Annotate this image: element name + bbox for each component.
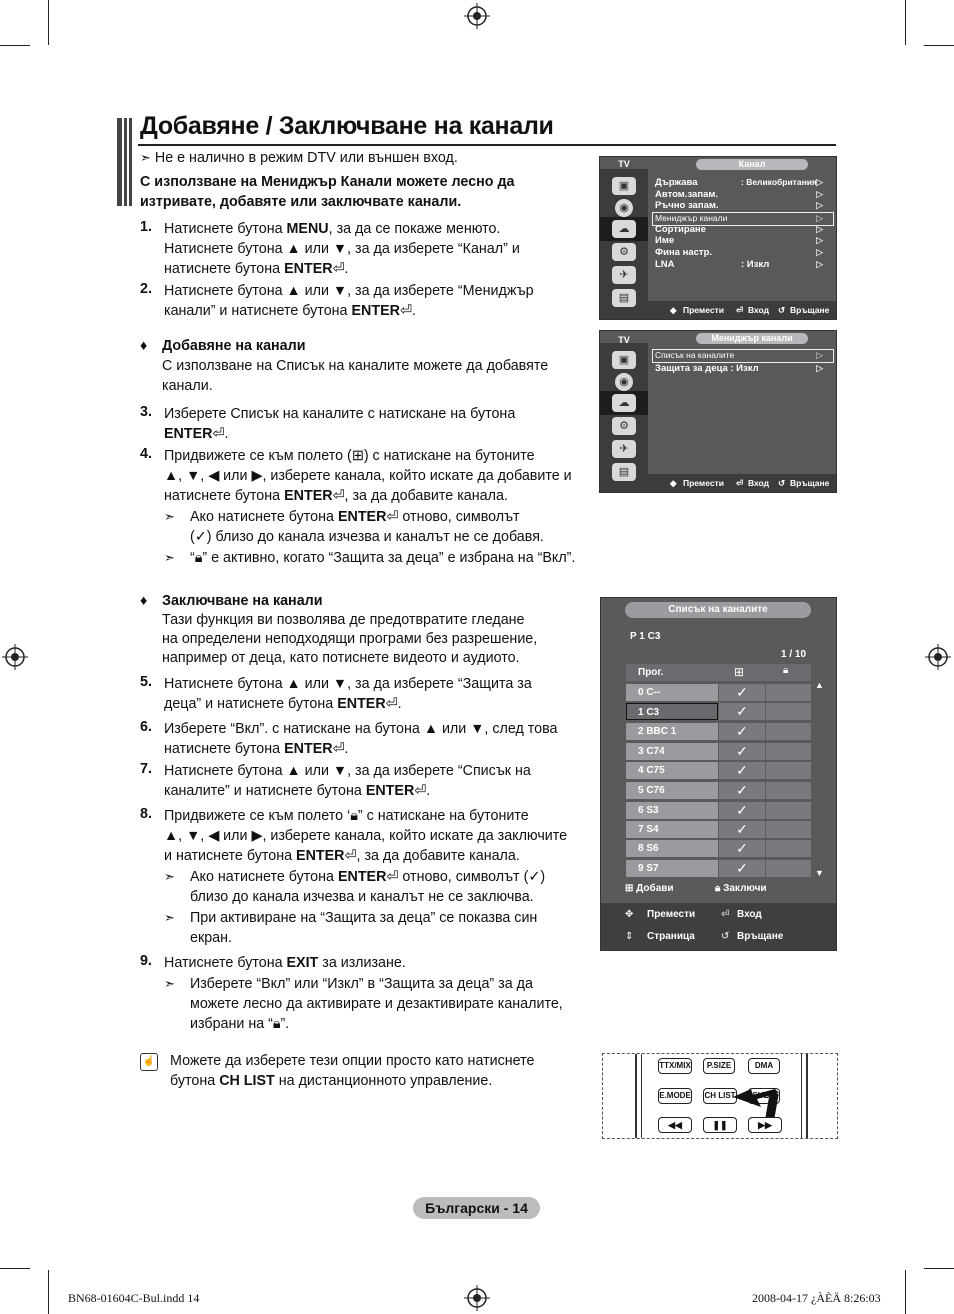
lock-icon: 🔒︎ <box>715 883 721 894</box>
lock-legend: 🔒︎ Заключи <box>715 883 767 894</box>
step-2: Натиснете бутона ▲ или ▼, за да изберете “Мениджър канали” и натиснете бутона ENTER⏎. <box>164 283 534 319</box>
enter-icon: ⏎ <box>332 488 345 504</box>
menu-row-manual-store[interactable]: Ръчно запам. ▷ <box>655 200 823 211</box>
enter-icon: ⏎ <box>721 909 730 920</box>
enter-icon: ⏎ <box>344 848 357 864</box>
return-icon: ↺ <box>721 931 730 942</box>
psize-button[interactable]: P.SIZE <box>703 1058 735 1074</box>
note-3-text: Ако натиснете бутона ENTER⏎ отново, символът (✓) близо до канала изчезва и каналът не се заключва. <box>190 869 546 905</box>
note-arrow-icon: ➣ <box>164 509 175 524</box>
move-icon: ◆ <box>670 305 677 315</box>
add-legend: ⊞ Добави <box>625 883 674 894</box>
lock-icon: 🔒︎ <box>194 550 203 566</box>
checkmark-icon: ✓ <box>719 860 765 877</box>
footer-timestamp: 2008-04-17 ¿ÀÈÄ 8:26:03 <box>752 1291 881 1305</box>
note-4 <box>164 908 175 928</box>
menu-row-lna[interactable]: LNA : Изкл ▷ <box>655 259 823 270</box>
tv-screen-channel-manager <box>599 330 837 493</box>
footer-file-info: BN68-01604C-Bul.indd 14 <box>68 1291 200 1305</box>
add-section: Добавяне на канали С използване на Списък на каналите можете да добавяте канали. <box>162 338 549 394</box>
crop-mark <box>924 45 954 46</box>
checkmark-icon: ✓ <box>719 723 765 740</box>
step-3: Изберете Списък на каналите с натискане на бутона ENTER⏎. <box>164 406 516 442</box>
screen-header: Канал <box>696 159 808 170</box>
enter-icon: ⏎ <box>212 426 225 442</box>
step-8: Придвижете се към полето ‘🔒︎” с натискане на бутоните ▲, ▼, ◀ или ▶, изберете канала, който искате да заключите и натиснете бутона ENTER⏎, за да добавите канала. <box>164 808 568 864</box>
screen-header: Списък на каналите <box>625 602 811 618</box>
sound-icon: ◉ <box>615 373 633 391</box>
list-header: Прог. ⊞ 🔒︎ <box>626 664 811 681</box>
emode-button[interactable]: E.MODE <box>658 1088 692 1104</box>
step-number: 5. <box>140 674 152 690</box>
add-box-icon: ⊞ <box>734 665 745 679</box>
crop-mark <box>0 1268 30 1269</box>
move-icon: ◆ <box>670 478 677 488</box>
note-2-text: “🔒︎” е активно, когато “Защита за деца” е избрана на “Вкл”. <box>190 550 576 566</box>
tv-label: TV <box>600 157 648 169</box>
table-row[interactable]: 1 C3 ✓ <box>626 703 811 721</box>
sound-icon: ◉ <box>615 199 633 217</box>
input-icon: ✈ <box>612 440 636 458</box>
step-4: Придвижете се към полето (⊞) с натискане на бутоните ▲, ▼, ◀ или ▶, изберете канала, който искате да добавите и натиснете бутона ENTER⏎, за да добавите канала. <box>164 448 572 504</box>
table-row[interactable]: 4 C75 ✓ <box>626 762 811 780</box>
checkmark-icon: ✓ <box>719 743 765 760</box>
table-row[interactable]: 9 S7 ✓ <box>626 860 811 878</box>
tv-sidebar <box>600 331 648 492</box>
checkmark-icon: ✓ <box>194 529 207 545</box>
crop-mark <box>48 1270 49 1314</box>
lock-icon: 🔒︎ <box>783 665 789 676</box>
enter-icon: ⏎ <box>399 303 412 319</box>
bullet-diamond-icon: ♦ <box>140 593 148 609</box>
note-arrow-icon: ➣ <box>164 869 175 884</box>
step-9: Натиснете бутона EXIT за излизане. <box>164 955 406 971</box>
note-arrow-icon: ➣ <box>164 910 175 925</box>
setup-icon: ⚙ <box>612 243 636 261</box>
current-channel: P 1 C3 <box>630 631 661 642</box>
pause-button[interactable]: ❚❚ <box>703 1117 737 1133</box>
lock-icon: 🔒︎ <box>272 1016 281 1032</box>
crop-mark <box>48 0 49 45</box>
page-indicator: 1 / 10 <box>781 649 807 660</box>
step-number: 9. <box>140 953 152 969</box>
intro-note: ➣ Не е налично в режим DTV или външен вход. <box>140 150 458 166</box>
menu-row-fine-tune[interactable]: Фина настр. ▷ <box>655 247 823 258</box>
screen-header: Мениджър канали <box>696 333 808 344</box>
hand-tip-icon: ☝ <box>140 1053 158 1071</box>
menu-row-country[interactable]: Държава : Великобритания ▷ <box>655 177 823 188</box>
table-row[interactable]: 2 BBC 1 ✓ <box>626 723 811 741</box>
menu-row-child-lock[interactable]: Защита за деца : Изкл ▷ <box>655 363 823 374</box>
menu-row-sort[interactable]: Сортиране ▷ <box>655 224 823 235</box>
enter-icon: ⏎ <box>386 869 399 885</box>
channel-icon: ☁ <box>612 220 636 238</box>
digital-icon: ▤ <box>612 463 636 481</box>
setup-icon: ⚙ <box>612 417 636 435</box>
add-box-icon: ⊞ <box>351 448 364 464</box>
remote-control-illustration <box>602 1053 838 1139</box>
tip-text: Можете да изберете тези опции просто като натиснете бутона CH LIST на дистанционното управление. <box>170 1053 535 1089</box>
note-1 <box>164 507 175 527</box>
rewind-button[interactable]: ◀◀ <box>658 1117 692 1133</box>
table-row[interactable]: 8 S6 ✓ <box>626 840 811 858</box>
table-row[interactable]: 3 C74 ✓ <box>626 743 811 761</box>
title-bar-decoration <box>117 118 133 206</box>
lead-text: С използване на Мениджър Канали можете лесно да изтривате, добавяте или заключвате канали. <box>140 174 515 210</box>
checkmark-icon: ✓ <box>719 821 765 838</box>
step-number: 8. <box>140 806 152 822</box>
crop-mark <box>924 1268 954 1269</box>
table-row[interactable]: 5 C76 ✓ <box>626 782 811 800</box>
scroll-down-icon[interactable]: ▼ <box>815 868 824 878</box>
note-3 <box>164 867 175 887</box>
menu-row-channel-list[interactable]: Списък на каналите ▷ <box>655 350 823 360</box>
step-number: 3. <box>140 404 152 420</box>
add-box-icon: ⊞ <box>625 883 634 894</box>
page-title: Добавяне / Заключване на канали <box>140 112 554 140</box>
checkmark-icon: ✓ <box>719 782 765 799</box>
return-icon: ↺ <box>778 478 786 488</box>
ttx-mix-button[interactable]: TTX/MIX <box>658 1058 692 1074</box>
note-arrow-icon: ➣ <box>140 150 151 165</box>
table-row[interactable]: 7 S4 ✓ <box>626 821 811 839</box>
note-4-text: При активиране на “Защита за деца” се показва син екран. <box>190 910 538 946</box>
enter-icon: ⏎ <box>386 509 399 525</box>
menu-row-channel-manager[interactable]: Мениджър канали ▷ <box>655 213 823 223</box>
screen-footer: ◆ Премести ⏎ Вход ↺ Връщане <box>648 301 836 319</box>
note-arrow-icon: ➣ <box>164 550 175 565</box>
step-7: Натиснете бутона ▲ или ▼, за да изберете “Списък на каналите” и натиснете бутона ENTER⏎. <box>164 763 531 799</box>
dma-button[interactable]: DMA <box>748 1058 780 1074</box>
enter-icon: ⏎ <box>414 783 427 799</box>
registration-mark-icon <box>464 1285 490 1311</box>
note-5 <box>164 974 175 994</box>
checkmark-icon: ✓ <box>719 762 765 779</box>
input-icon: ✈ <box>612 266 636 284</box>
picture-icon: ▣ <box>612 177 636 195</box>
table-row[interactable]: 6 S3 ✓ <box>626 802 811 820</box>
ch-list-button[interactable]: CH LIST <box>703 1088 737 1104</box>
step-number: 7. <box>140 761 152 777</box>
enter-icon: ⏎ <box>736 478 744 488</box>
crop-mark <box>905 1270 906 1314</box>
checkmark-icon: ✓ <box>719 802 765 819</box>
enter-icon: ⏎ <box>332 261 345 277</box>
checkmark-icon: ✓ <box>719 840 765 857</box>
channel-icon: ☁ <box>612 394 636 412</box>
tv-screen-channel-list <box>600 597 837 951</box>
registration-mark-icon <box>464 3 490 29</box>
fast-forward-button[interactable]: ▶▶ <box>748 1117 782 1133</box>
crop-mark <box>905 0 906 45</box>
lock-section: Заключване на канали Тази функция ви позволява де предотвратите гледане на определени неподходящи програми без разрешение, например от деца, като потиснете видеото и аудиото. <box>162 593 538 666</box>
page-icon: ⇕ <box>625 931 634 942</box>
step-5: Натиснете бутона ▲ или ▼, за да изберете “Защита за деца” и натиснете бутона ENTER⏎. <box>164 676 532 712</box>
tv-label: TV <box>600 331 648 343</box>
list-footer: ✥ Премести ⏎ Вход ⇕ Страница ↺ Връщане <box>601 903 836 950</box>
checkmark-icon: ✓ <box>719 703 765 720</box>
registration-mark-icon <box>2 644 28 670</box>
step-number: 2. <box>140 281 152 297</box>
move-icon: ✥ <box>625 909 634 920</box>
note-arrow-icon: ➣ <box>164 976 175 991</box>
return-icon: ↺ <box>778 305 786 315</box>
enter-icon: ⏎ <box>385 696 398 712</box>
registration-mark-icon <box>925 644 951 670</box>
step-6: Изберете “Вкл”. с натискане на бутона ▲ или ▼, след това натиснете бутона ENTER⏎. <box>164 721 558 757</box>
note-5-text: Изберете “Вкл” или “Изкл” в “Защита за деца” за да можете лесно да активирате и дезактивирате каналите, избрани на “🔒︎”. <box>190 976 563 1032</box>
menu-row-name[interactable]: Име ▷ <box>655 235 823 246</box>
title-rule <box>138 144 836 146</box>
scroll-up-icon[interactable]: ▲ <box>815 680 824 690</box>
step-number: 6. <box>140 719 152 735</box>
step-number: 1. <box>140 219 152 235</box>
note-2 <box>164 548 175 568</box>
screen-footer: ◆ Премести ⏎ Вход ↺ Връщане <box>648 474 836 492</box>
step-1: Натиснете бутона MENU, за да се покаже менюто. Натиснете бутона ▲ или ▼, за да изберете “Канал” и натиснете бутона ENTER⏎. <box>164 221 520 277</box>
page-number-label: Български - 14 <box>413 1197 540 1219</box>
enter-icon: ⏎ <box>332 741 345 757</box>
bullet-diamond-icon: ♦ <box>140 338 148 354</box>
enter-icon: ⏎ <box>736 305 744 315</box>
checkmark-icon: ✓ <box>719 684 765 701</box>
digital-icon: ▤ <box>612 289 636 307</box>
tv-screen-channel-menu <box>599 156 837 320</box>
table-row[interactable]: 0 C-- ✓ <box>626 684 811 702</box>
crop-mark <box>0 45 30 46</box>
step-number: 4. <box>140 446 152 462</box>
picture-icon: ▣ <box>612 351 636 369</box>
lock-icon: 🔒︎ <box>350 808 358 824</box>
note-1-text: Ако натиснете бутона ENTER⏎ отново, символът (✓) близо до канала изчезва и каналът не се добавя. <box>190 509 544 545</box>
menu-row-auto-store[interactable]: Автом.запам. ▷ <box>655 189 823 200</box>
checkmark-icon: ✓ <box>528 869 541 885</box>
tv-sidebar <box>600 157 648 319</box>
